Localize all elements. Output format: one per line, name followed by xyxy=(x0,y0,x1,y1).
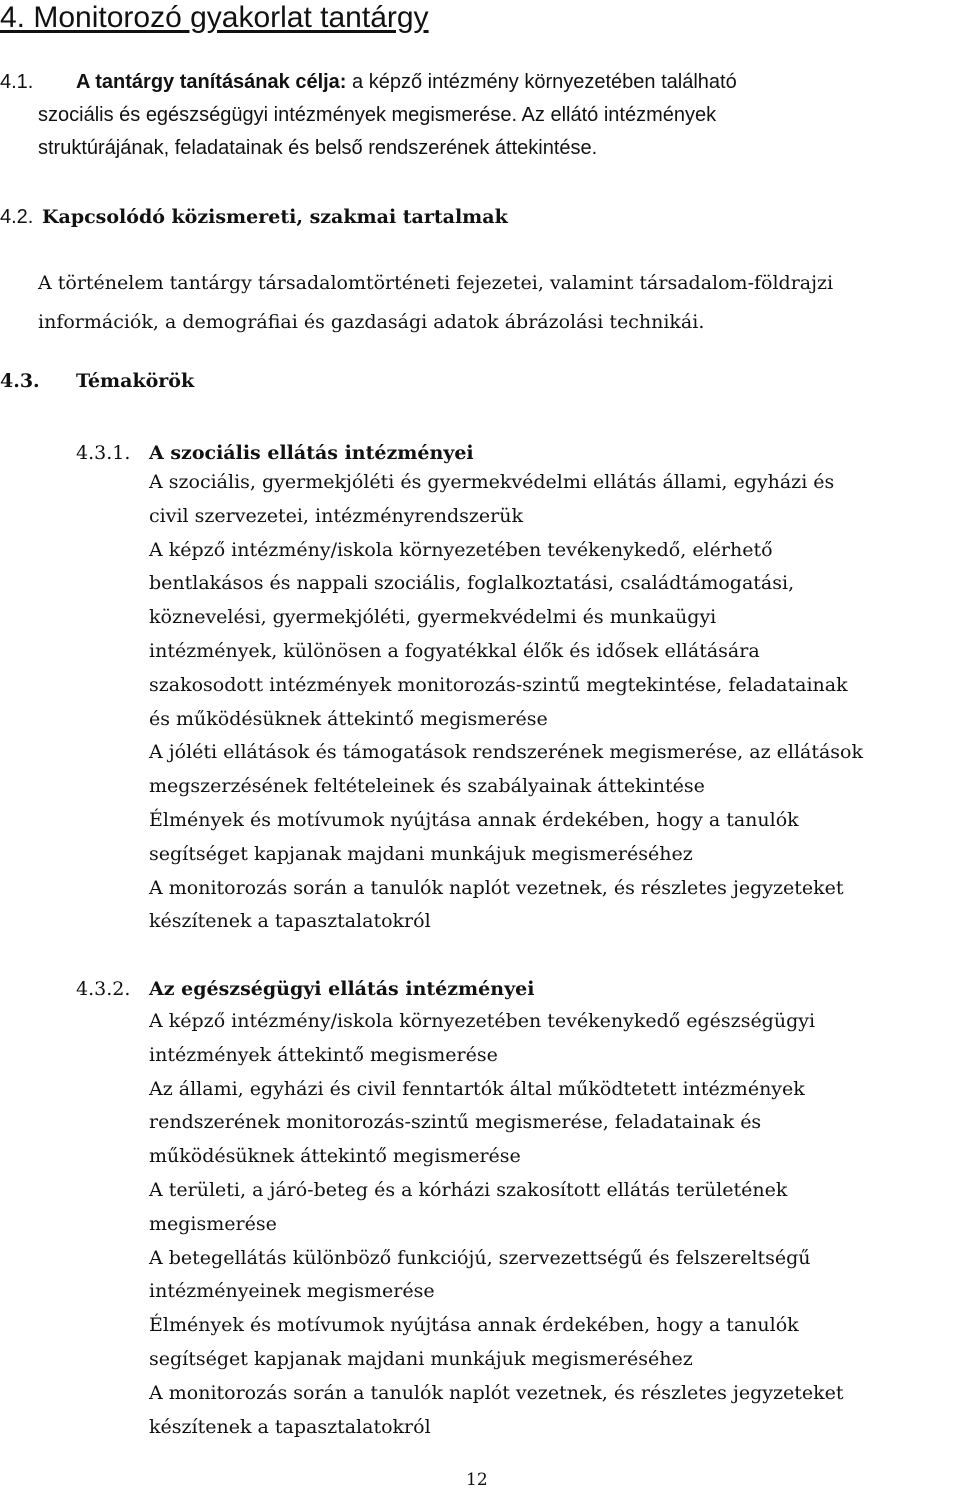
body-line: A jóléti ellátások és támogatások rendszerének megismerése, az ellátások xyxy=(149,741,864,764)
body-line: készítenek a tapasztalatokról xyxy=(149,1415,431,1438)
section-4-2-title: Kapcsolódó közismereti, szakmai tartalmak xyxy=(42,206,508,228)
body-line: működésüknek áttekintő megismerése xyxy=(149,1145,521,1168)
section-4-2-line-2: információk, a demográfiai és gazdasági adatok ábrázolási technikái. xyxy=(38,311,705,333)
body-line: szakosodott intézmények monitorozás-szintű megtekintése, feladatainak xyxy=(149,673,848,696)
section-4-1-line-2: szociális és egészségügyi intézmények megismerése. Az ellátó intézmények xyxy=(38,104,717,126)
section-4-3-title: Témakörök xyxy=(76,370,195,392)
body-line: A monitorozás során a tanulók naplót vezetnek, és részletes jegyzeteket xyxy=(149,876,844,899)
body-line: Élmények és motívumok nyújtása annak érdekében, hogy a tanulók xyxy=(149,808,799,831)
body-line: megismerése xyxy=(149,1212,277,1235)
body-line: intézményeinek megismerése xyxy=(149,1280,435,1303)
section-4-3-2-number: 4.3.2. xyxy=(76,978,131,1000)
body-line: készítenek a tapasztalatokról xyxy=(149,910,431,933)
body-line: és működésüknek áttekintő megismerése xyxy=(149,707,548,730)
body-line: köznevelési, gyermekjóléti, gyermekvédelmi és munkaügyi xyxy=(149,606,717,629)
page-title: 4. Monitorozó gyakorlat tantárgy xyxy=(0,1,429,34)
section-4-2-number: 4.2. xyxy=(0,206,34,228)
section-4-3-1-body xyxy=(149,466,863,939)
body-line: A monitorozás során a tanulók naplót vezetnek, és részletes jegyzeteket xyxy=(149,1381,844,1404)
body-line: civil szervezetei, intézményrendszerük xyxy=(149,504,523,527)
section-4-1-label: A tantárgy tanításának célja: xyxy=(76,71,347,93)
section-4-1-line-1: a képző intézmény környezetében található xyxy=(352,71,737,93)
page-number: 12 xyxy=(466,1470,488,1490)
body-line: segítséget kapjanak majdani munkájuk megismeréséhez xyxy=(149,1347,693,1370)
section-4-3-1-title: A szociális ellátás intézményei xyxy=(149,442,474,464)
body-line: segítséget kapjanak majdani munkájuk megismeréséhez xyxy=(149,842,693,865)
body-line: rendszerének monitorozás-szintű megismerése, feladatainak és xyxy=(149,1111,762,1134)
body-line: bentlakásos és nappali szociális, foglalkoztatási, családtámogatási, xyxy=(149,572,795,595)
body-line: A képző intézmény/iskola környezetében tevékenykedő, elérhető xyxy=(149,538,773,561)
body-line: A betegellátás különböző funkciójú, szervezettségű és felszereltségű xyxy=(149,1246,811,1269)
body-line: intézmények, különösen a fogyatékkal élők és idősek ellátására xyxy=(149,639,760,662)
body-line: Az állami, egyházi és civil fenntartók által működtetett intézmények xyxy=(149,1077,805,1100)
section-4-3-2-body xyxy=(149,1005,844,1444)
section-4-1-line-3: struktúrájának, feladatainak és belső rendszerének áttekintése. xyxy=(38,137,598,159)
body-line: megszerzésének feltételeinek és szabályainak áttekintése xyxy=(149,775,705,798)
section-4-1-first-line xyxy=(76,64,737,100)
body-line: intézmények áttekintő megismerése xyxy=(149,1043,498,1066)
body-line: Élmények és motívumok nyújtása annak érdekében, hogy a tanulók xyxy=(149,1314,799,1337)
body-line: A szociális, gyermekjóléti és gyermekvédelmi ellátás állami, egyházi és xyxy=(149,471,835,493)
section-4-3-2-title: Az egészségügyi ellátás intézményei xyxy=(149,978,535,1000)
section-4-3-1-number: 4.3.1. xyxy=(76,442,131,464)
section-4-2-line-1: A történelem tantárgy társadalomtörténeti fejezetei, valamint társadalom-földrajzi xyxy=(38,272,834,294)
body-line: A képző intézmény/iskola környezetében tevékenykedő egészségügyi xyxy=(149,1010,816,1032)
body-line: A területi, a járó-beteg és a kórházi szakosított ellátás területének xyxy=(149,1178,788,1201)
section-4-3-number: 4.3. xyxy=(0,370,40,392)
section-4-1-number: 4.1. xyxy=(0,71,34,93)
